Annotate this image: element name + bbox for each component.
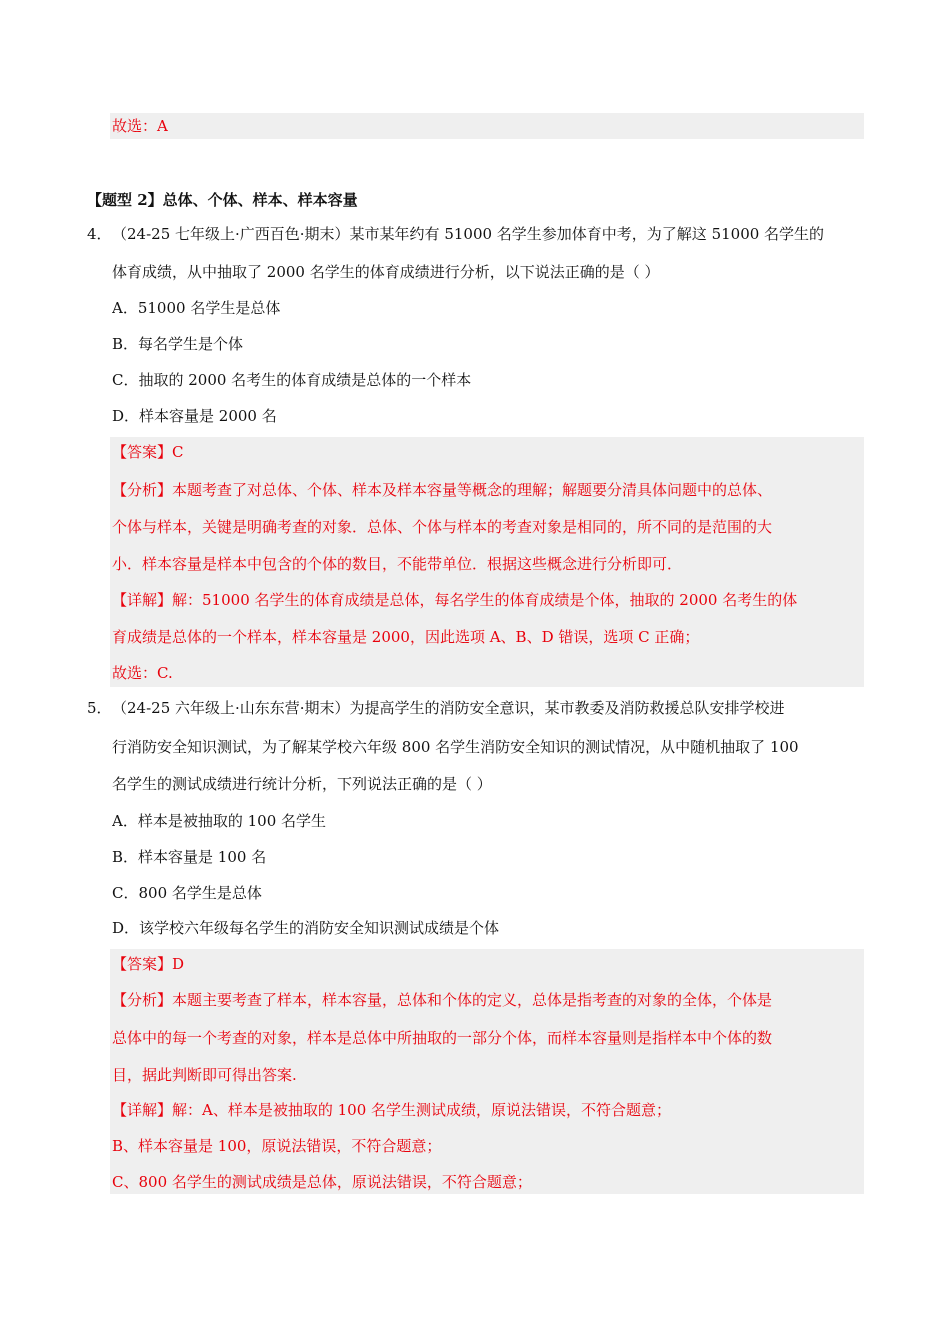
section-heading: 【题型 2】总体、个体、样本、样本容量 [87,191,358,209]
q5-option-d: D．该学校六年级每名学生的消防安全知识测试成绩是个体 [112,919,500,937]
q4-analysis-tag: 【分析】 [112,481,173,499]
q4-analysis-line-3: 小．样本容量是样本中包含的个体的数目，不能带单位．根据这些概念进行分析即可． [112,555,683,573]
q5-option-b: B．样本容量是 100 名 [112,848,267,866]
q5-detail-line-2: B、样本容量是 100，原说法错误，不符合题意； [112,1137,442,1155]
q4-answer-value: C [172,443,184,461]
q4-stem-line-1: （24-25 七年级上·广西百色·期末）某市某年约有 51000 名学生参加体育中考，为了解这 51000 名学生的 [112,225,825,243]
previous-conclusion: 故选：A [112,117,168,135]
q5-number: 5． [87,699,112,717]
q4-option-a: A．51000 名学生是总体 [112,299,281,317]
q5-option-c: C．800 名学生是总体 [112,884,262,902]
q5-analysis-line-3: 目，据此判断即可得出答案. [112,1066,297,1084]
q5-analysis-line-1 [112,988,864,1012]
q4-detail-line-2: 育成绩是总体的一个样本，样本容量是 2000，因此选项 A、B、D 错误，选项 C 正确； [112,628,700,646]
q4-answer [112,440,864,464]
q4-conclusion: 故选：C. [112,664,173,682]
q5-analysis-tag: 【分析】 [112,991,173,1009]
q4-detail-line-1 [112,588,864,612]
q5-answer-value: D [172,955,185,973]
q4-option-c: C．抽取的 2000 名考生的体育成绩是总体的一个样本 [112,371,472,389]
q5-detail-line-1 [112,1098,864,1122]
q4-option-b: B．每名学生是个体 [112,335,244,353]
q5-detail-text-1: 解：A、样本是被抽取的 100 名学生测试成绩，原说法错误，不符合题意； [172,1101,672,1119]
q5-analysis-line-2: 总体中的每一个考查的对象，样本是总体中所抽取的一部分个体，而样本容量则是指样本中个体的数 [112,1029,773,1047]
q4-analysis-line-1 [112,478,864,502]
q4-stem-line-2: 体育成绩，从中抽取了 2000 名学生的体育成绩进行分析，以下说法正确的是（ ） [112,263,660,281]
q5-answer [112,952,864,976]
q4-analysis-line-2: 个体与样本，关键是明确考查的对象．总体、个体与样本的考查对象是相同的，所不同的是范围的大 [112,518,773,536]
q4-option-d: D．样本容量是 2000 名 [112,407,277,425]
q5-detail-line-3: C、800 名学生的测试成绩是总体，原说法错误，不符合题意； [112,1173,532,1191]
q4-answer-tag: 【答案】 [112,443,173,461]
q5-stem-line-1: （24-25 六年级上·山东东营·期末）为提高学生的消防安全意识，某市教委及消防救援总队安排学校进 [112,699,785,717]
q5-analysis-text-1: 本题主要考查了样本，样本容量，总体和个体的定义，总体是指考查的对象的全体，个体是 [172,991,773,1009]
q4-detail-text-1: 解：51000 名学生的体育成绩是总体，每名学生的体育成绩是个体，抽取的 2000 名考生的体 [172,591,798,609]
q4-analysis-text-1: 本题考查了对总体、个体、样本及样本容量等概念的理解；解题要分清具体问题中的总体、 [172,481,773,499]
q5-answer-tag: 【答案】 [112,955,173,973]
q5-detail-tag: 【详解】 [112,1101,173,1119]
q4-number: 4． [87,225,112,243]
q5-option-a: A．样本是被抽取的 100 名学生 [112,812,327,830]
q4-detail-tag: 【详解】 [112,591,173,609]
q5-stem-line-3: 名学生的测试成绩进行统计分析，下列说法正确的是（ ） [112,775,492,793]
q5-stem-line-2: 行消防安全知识测试，为了解某学校六年级 800 名学生消防安全知识的测试情况，从中随机抽取了 100 [112,738,799,756]
